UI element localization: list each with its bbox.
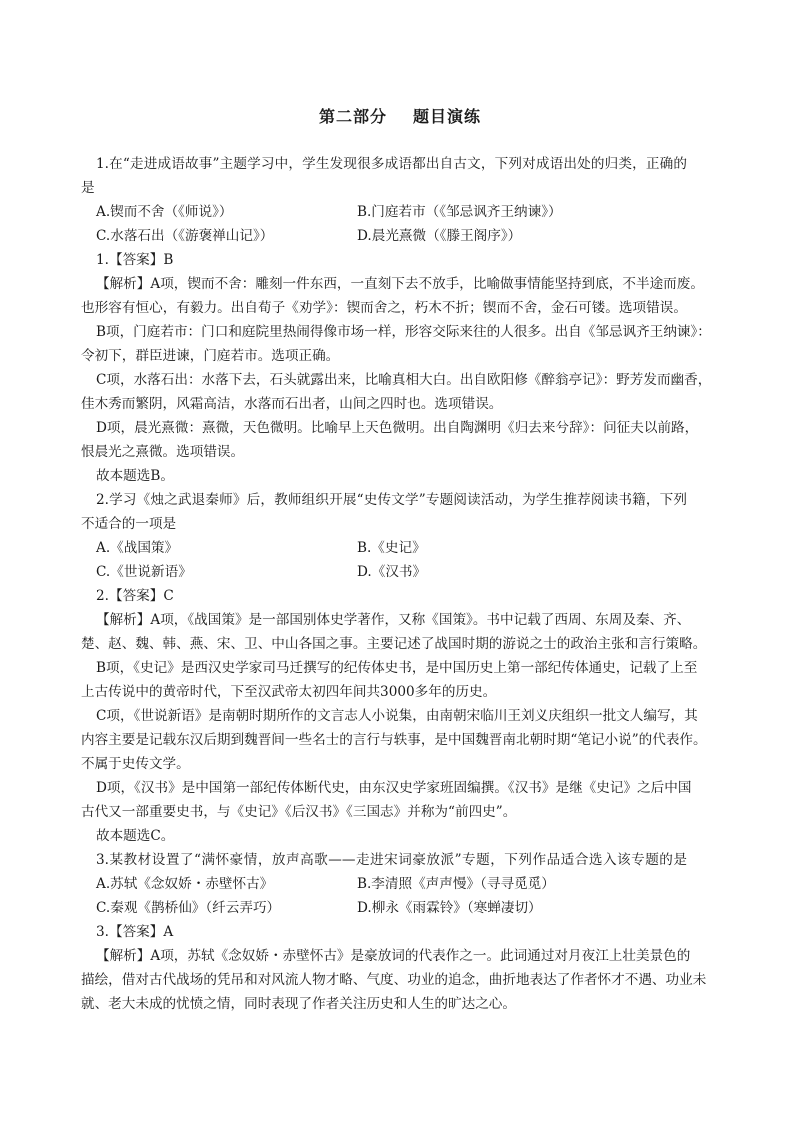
q2-analysis-line: 【解析】A项，《战国策》是一部国别体史学著作，又称《国策》。书中记载了西周、东周及秦、齐、 xyxy=(96,612,691,628)
q1-option-b: B.门庭若市（《邹忌讽齐王纳谏》） xyxy=(357,204,562,220)
q3-option-b: B.李清照《声声慢》（寻寻觅觅） xyxy=(357,876,555,892)
q2-option-d: D.《汉书》 xyxy=(357,564,427,580)
q1-analysis-line: D项，晨光熹微：熹微，天色微明。比喻早上天色微明。出自陶渊明《归去来兮辞》：问征夫以前路， xyxy=(96,420,699,436)
section-title xyxy=(0,104,800,127)
q1-analysis-line: 令初下，群臣进谏，门庭若市。选项正确。 xyxy=(81,348,340,364)
q1-option-d: D.晨光熹微（《滕王阁序》） xyxy=(357,228,522,244)
q2-analysis-line: 上古传说中的黄帝时代，下至汉武帝太初四年间共3000多年的历史。 xyxy=(81,684,497,700)
q2-stem-line1: 2.学习《烛之武退秦师》后，教师组织开展“史传文学”专题阅读活动，为学生推荐阅读书籍，下列 xyxy=(96,492,687,508)
q2-analysis-line: 古代又一部重要史书，与《史记》《后汉书》《三国志》并称为“前四史”。 xyxy=(81,804,517,820)
q3-stem: 3.某教材设置了“满怀豪情，放声高歌——走进宋词豪放派”专题，下列作品适合选入该专题的是 xyxy=(96,852,687,868)
q1-analysis-line: 恨晨光之熹微。选项错误。 xyxy=(81,444,245,460)
section-title-part: 第二部分 xyxy=(318,107,387,126)
q1-stem-line2: 是 xyxy=(81,180,95,196)
q1-answer: 1.【答案】B xyxy=(96,252,174,268)
q1-option-a: A.锲而不舍（《师说》） xyxy=(96,204,233,220)
q2-analysis-line: D项，《汉书》是中国第一部纪传体断代史，由东汉史学家班固编撰。《汉书》是继《史记》之后中国 xyxy=(96,780,692,796)
q1-analysis-line: C项，水落石出：水落下去，石头就露出来，比喻真相大白。出自欧阳修《醉翁亭记》：野芳发而幽香， xyxy=(96,372,712,388)
q1-analysis-line: B项，门庭若市：门口和庭院里热闹得像市场一样，形容交际来往的人很多。出自《邹忌讽齐王纳谏》： xyxy=(96,324,711,340)
q2-analysis-line: 楚、赵、魏、韩、燕、宋、卫、中山各国之事。主要记述了战国时期的游说之士的政治主张和言行策略。 xyxy=(81,636,707,652)
q1-analysis-line: 佳木秀而繁阴，风霜高洁，水落而石出者，山间之四时也。选项错误。 xyxy=(81,396,503,412)
q3-option-a: A.苏轼《念奴娇・赤壁怀古》 xyxy=(96,876,274,892)
q2-analysis-line: B项，《史记》是西汉史学家司马迁撰写的纪传体史书，是中国历史上第一部纪传体通史，记载了上至 xyxy=(96,660,698,676)
q1-analysis-line: 也形容有恒心，有毅力。出自荀子《劝学》：锲而舍之，朽木不折；锲而不舍，金石可镂。选项错误。 xyxy=(81,300,687,316)
q2-analysis-line: 不属于史传文学。 xyxy=(81,756,190,772)
q2-analysis-line: 内容主要是记载东汉后期到魏晋间一些名士的言行与轶事，是中国魏晋南北朝时期“笔记小说”的代表作。 xyxy=(81,732,707,748)
q1-conclusion: 故本题选B。 xyxy=(96,468,174,484)
q2-conclusion: 故本题选C。 xyxy=(96,828,175,844)
section-title-topic: 题目演练 xyxy=(413,107,482,126)
q2-option-b: B.《史记》 xyxy=(357,540,426,556)
q2-answer: 2.【答案】C xyxy=(96,588,174,604)
q3-option-c: C.秦观《鹊桥仙》（纤云弄巧） xyxy=(96,900,281,916)
q1-option-c: C.水落石出（《游褒禅山记》） xyxy=(96,228,274,244)
q1-analysis-line: 【解析】A项，锲而不舍：雕刻一件东西，一直刻下去不放手，比喻做事情能坚持到底，不半途而废。 xyxy=(96,276,704,292)
q2-option-a: A.《战国策》 xyxy=(96,540,179,556)
q3-answer: 3.【答案】A xyxy=(96,924,174,940)
q1-stem-line1: 1.在“走进成语故事”主题学习中，学生发现很多成语都出自古文，下列对成语出处的归类，正确的 xyxy=(96,156,687,172)
q3-analysis-line: 就、老大未成的忧愤之情，同时表现了作者关注历史和人生的旷达之心。 xyxy=(81,996,516,1012)
q2-option-c: C.《世说新语》 xyxy=(96,564,192,580)
q3-analysis-line: 描绘，借对古代战场的凭吊和对风流人物才略、气度、功业的追念，曲折地表达了作者怀才不遇、功业未 xyxy=(81,972,707,988)
q2-stem-line2: 不适合的一项是 xyxy=(81,516,177,532)
q3-analysis-line: 【解析】A项，苏轼《念奴娇・赤壁怀古》是豪放词的代表作之一。此词通过对月夜江上壮美景色的 xyxy=(96,948,691,964)
q2-analysis-line: C项，《世说新语》是南朝时期所作的文言志人小说集，由南朝宋临川王刘义庆组织一批文人编写，其 xyxy=(96,708,698,724)
q3-option-d: D.柳永《雨霖铃》（寒蝉凄切） xyxy=(357,900,542,916)
